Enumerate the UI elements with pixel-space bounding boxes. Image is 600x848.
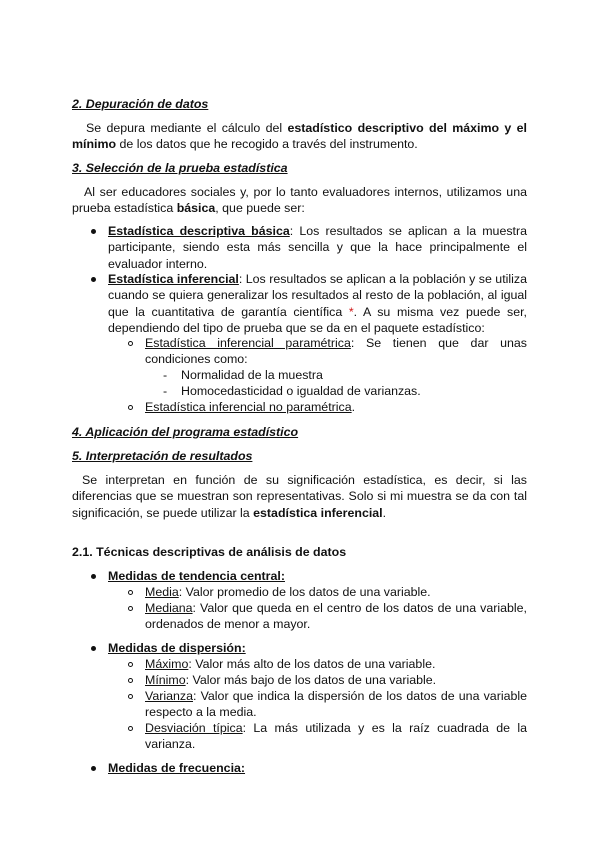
group-title-frecuencia: Medidas de frecuencia: bbox=[108, 761, 246, 775]
bold-text: básica bbox=[176, 201, 216, 216]
bullet-icon bbox=[91, 646, 96, 651]
term: Estadística inferencial paramétrica bbox=[145, 336, 351, 350]
term: Mediana bbox=[145, 601, 193, 615]
dash-item-homocedasticidad: Homocedasticidad o igualdad de varianzas. bbox=[181, 384, 421, 398]
item-mediana bbox=[145, 600, 527, 633]
asterisk: * bbox=[348, 304, 354, 319]
circle-bullet-icon bbox=[128, 405, 133, 410]
text: : Valor promedio de los datos de una variable. bbox=[178, 585, 431, 599]
term: Máximo bbox=[145, 657, 189, 671]
text: : Valor más alto de los datos de una variable. bbox=[188, 657, 436, 671]
paragraph-seleccion bbox=[72, 184, 527, 217]
text: : Valor que queda en el centro de los datos de una variable, ordenados de menor a mayor. bbox=[145, 601, 527, 632]
text: Al ser educadores sociales y, por lo tanto evaluadores internos, utilizamos una prueba estadística bbox=[72, 185, 527, 216]
bullet-icon bbox=[91, 277, 96, 282]
term: Estadística inferencial no paramétrica bbox=[145, 400, 352, 414]
circle-bullet-icon bbox=[128, 662, 133, 667]
text: Se interpretan en función de su significación estadística, es decir, si las diferencias que se muestran son representativas. Solo si mi muestra se da con tal significación, se puede utilizar la bbox=[72, 473, 527, 520]
list-item-descriptiva bbox=[108, 223, 527, 272]
text: : Los resultados se aplican a la población y se utiliza cuando se quiera generalizar los resultados al resto de la población, al igual que la cuantitativa de garantía científica bbox=[108, 272, 527, 319]
text: , que puede ser: bbox=[215, 201, 305, 216]
term: Estadística descriptiva básica bbox=[108, 224, 290, 238]
bold-text: estadística inferencial bbox=[253, 505, 383, 520]
heading-interpretacion: 5. Interpretación de resultados bbox=[72, 449, 253, 463]
bullet-icon bbox=[91, 574, 96, 579]
term: Varianza bbox=[145, 689, 193, 703]
circle-bullet-icon bbox=[128, 590, 133, 595]
heading-tecnicas-descriptivas: 2.1. Técnicas descriptivas de análisis de datos bbox=[72, 545, 347, 559]
text: : Se tienen que dar unas condiciones como: bbox=[145, 336, 527, 367]
text: : Valor más bajo de los datos de una variable. bbox=[185, 673, 437, 687]
dash-item-normalidad: Normalidad de la muestra bbox=[181, 368, 323, 382]
item-desviacion-tipica bbox=[145, 720, 527, 753]
term: Estadística inferencial bbox=[108, 272, 239, 286]
text: : La más utilizada y es la raíz cuadrada de la varianza. bbox=[145, 721, 527, 752]
text: . bbox=[382, 505, 387, 520]
text: : Valor que indica la dispersión de los datos de una variable respecto a la media. bbox=[145, 689, 527, 720]
circle-bullet-icon bbox=[128, 726, 133, 731]
paragraph-depuracion bbox=[72, 120, 527, 153]
term: Media bbox=[145, 585, 179, 599]
item-media bbox=[145, 584, 431, 600]
circle-bullet-icon bbox=[128, 694, 133, 699]
list-item-inferencial bbox=[108, 271, 527, 337]
term: Mínimo bbox=[145, 673, 186, 687]
item-maximo bbox=[145, 656, 435, 672]
sub-item-no-parametrica bbox=[145, 399, 355, 415]
group-title-dispersion: Medidas de dispersión: bbox=[108, 641, 246, 655]
heading-depuracion: 2. Depuración de datos bbox=[72, 97, 209, 111]
dash-icon: - bbox=[163, 368, 168, 382]
bullet-icon bbox=[91, 229, 96, 234]
heading-aplicacion: 4. Aplicación del programa estadístico bbox=[72, 425, 299, 439]
text: : Los resultados se aplican a la muestra participante, siendo esta más sencilla y que la hace principalmente el evaluador interno. bbox=[108, 224, 527, 271]
text: Se depura mediante el cálculo del bbox=[86, 121, 288, 135]
bullet-icon bbox=[91, 766, 96, 771]
text: . A su misma vez puede ser, dependiendo del tipo de prueba que se da en el paquete estadístico: bbox=[108, 304, 527, 336]
paragraph-interpretacion bbox=[72, 472, 527, 521]
item-varianza bbox=[145, 688, 527, 721]
group-title-tendencia-central: Medidas de tendencia central: bbox=[108, 569, 285, 583]
dash-icon: - bbox=[163, 384, 168, 398]
item-minimo bbox=[145, 672, 436, 688]
sub-item-parametrica bbox=[145, 335, 527, 368]
bold-text: estadístico descriptivo del máximo y el mínimo bbox=[72, 121, 527, 152]
circle-bullet-icon bbox=[128, 606, 133, 611]
circle-bullet-icon bbox=[128, 341, 133, 346]
heading-seleccion: 3. Selección de la prueba estadística bbox=[72, 161, 288, 175]
term: Desviación típica bbox=[145, 721, 243, 735]
circle-bullet-icon bbox=[128, 678, 133, 683]
text: de los datos que he recogido a través del instrumento. bbox=[116, 137, 418, 152]
text: . bbox=[351, 400, 356, 414]
